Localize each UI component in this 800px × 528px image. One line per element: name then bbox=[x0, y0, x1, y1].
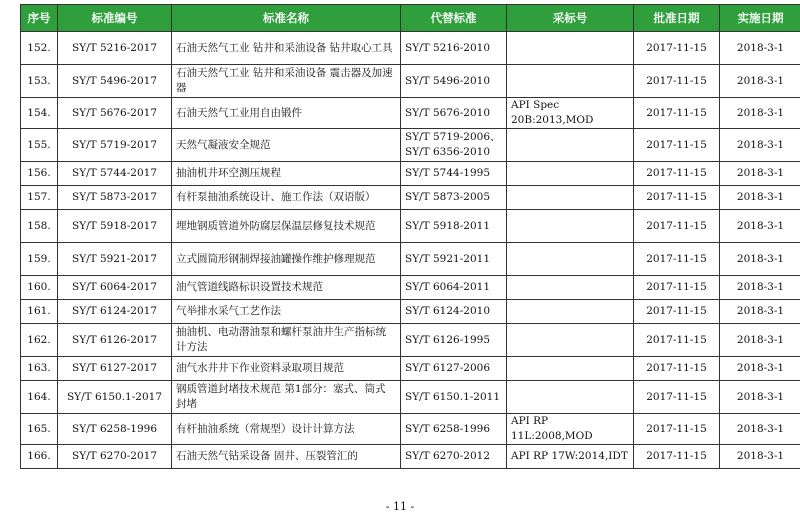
cell-effective: 2018-3-1 bbox=[720, 186, 800, 210]
cell-approval: 2017-11-15 bbox=[634, 414, 720, 445]
table-body bbox=[21, 32, 800, 469]
cell-seq: 156. bbox=[21, 162, 58, 186]
cell-std-no: SY/T 6270-2017 bbox=[58, 445, 172, 469]
cell-std-no: SY/T 5918-2017 bbox=[58, 210, 172, 243]
cell-seq: 160. bbox=[21, 276, 58, 300]
cell-approval: 2017-11-15 bbox=[634, 324, 720, 357]
cell-std-no: SY/T 5216-2017 bbox=[58, 32, 172, 65]
table-row bbox=[21, 186, 800, 210]
cell-effective: 2018-3-1 bbox=[720, 210, 800, 243]
cell-adopted bbox=[507, 357, 634, 381]
cell-adopted bbox=[507, 129, 634, 162]
cell-effective: 2018-3-1 bbox=[720, 414, 800, 445]
cell-replaces: SY/T 6127-2006 bbox=[401, 357, 507, 381]
table-row bbox=[21, 324, 800, 357]
standards-table bbox=[20, 4, 800, 469]
cell-replaces: SY/T 6064-2011 bbox=[401, 276, 507, 300]
cell-approval: 2017-11-15 bbox=[634, 162, 720, 186]
table-row bbox=[21, 65, 800, 98]
table-row bbox=[21, 210, 800, 243]
cell-replaces: SY/T 5744-1995 bbox=[401, 162, 507, 186]
cell-seq: 155. bbox=[21, 129, 58, 162]
cell-name: 钢质管道封堵技术规范 第1部分：塞式、筒式封堵 bbox=[172, 381, 401, 414]
cell-std-no: SY/T 5744-2017 bbox=[58, 162, 172, 186]
cell-name: 石油天然气工业 钻井和采油设备 震击器及加速器 bbox=[172, 65, 401, 98]
cell-std-no: SY/T 5676-2017 bbox=[58, 98, 172, 129]
table-header-row bbox=[21, 5, 800, 32]
cell-seq: 162. bbox=[21, 324, 58, 357]
cell-seq: 159. bbox=[21, 243, 58, 276]
cell-adopted bbox=[507, 276, 634, 300]
header-adopted: 采标号 bbox=[507, 5, 634, 32]
cell-adopted bbox=[507, 300, 634, 324]
cell-seq: 164. bbox=[21, 381, 58, 414]
header-replaces: 代替标准 bbox=[401, 5, 507, 32]
cell-seq: 154. bbox=[21, 98, 58, 129]
cell-name: 抽油机、电动潜油泵和螺杆泵油井生产指标统计方法 bbox=[172, 324, 401, 357]
cell-name: 有杆泵抽油系统设计、施工作法（双语版） bbox=[172, 186, 401, 210]
cell-approval: 2017-11-15 bbox=[634, 357, 720, 381]
cell-std-no: SY/T 5496-2017 bbox=[58, 65, 172, 98]
cell-replaces: SY/T 5676-2010 bbox=[401, 98, 507, 129]
cell-effective: 2018-3-1 bbox=[720, 445, 800, 469]
cell-effective: 2018-3-1 bbox=[720, 129, 800, 162]
table-row bbox=[21, 445, 800, 469]
cell-replaces: SY/T 5216-2010 bbox=[401, 32, 507, 65]
cell-approval: 2017-11-15 bbox=[634, 381, 720, 414]
cell-approval: 2017-11-15 bbox=[634, 186, 720, 210]
cell-name: 石油天然气工业 钻井和采油设备 钻井取心工具 bbox=[172, 32, 401, 65]
cell-approval: 2017-11-15 bbox=[634, 98, 720, 129]
header-seq: 序号 bbox=[21, 5, 58, 32]
cell-seq: 163. bbox=[21, 357, 58, 381]
cell-replaces: SY/T 5921-2011 bbox=[401, 243, 507, 276]
cell-effective: 2018-3-1 bbox=[720, 276, 800, 300]
cell-replaces: SY/T 6126-1995 bbox=[401, 324, 507, 357]
cell-adopted bbox=[507, 65, 634, 98]
cell-seq: 153. bbox=[21, 65, 58, 98]
cell-seq: 157. bbox=[21, 186, 58, 210]
cell-name: 抽油机井环空测压规程 bbox=[172, 162, 401, 186]
cell-effective: 2018-3-1 bbox=[720, 98, 800, 129]
cell-replaces: SY/T 6124-2010 bbox=[401, 300, 507, 324]
cell-approval: 2017-11-15 bbox=[634, 243, 720, 276]
table-row bbox=[21, 243, 800, 276]
cell-std-no: SY/T 6064-2017 bbox=[58, 276, 172, 300]
cell-replaces: SY/T 5719-2006、 SY/T 6356-2010 bbox=[401, 129, 507, 162]
cell-name: 立式圆筒形钢制焊接油罐操作维护修理规范 bbox=[172, 243, 401, 276]
cell-name: 油气管道线路标识设置技术规范 bbox=[172, 276, 401, 300]
cell-adopted bbox=[507, 186, 634, 210]
cell-name: 气举排水采气工艺作法 bbox=[172, 300, 401, 324]
cell-approval: 2017-11-15 bbox=[634, 300, 720, 324]
cell-replaces: SY/T 5873-2005 bbox=[401, 186, 507, 210]
header-name: 标准名称 bbox=[172, 5, 401, 32]
cell-std-no: SY/T 6124-2017 bbox=[58, 300, 172, 324]
cell-replaces: SY/T 6258-1996 bbox=[401, 414, 507, 445]
cell-effective: 2018-3-1 bbox=[720, 65, 800, 98]
cell-std-no: SY/T 5873-2017 bbox=[58, 186, 172, 210]
cell-effective: 2018-3-1 bbox=[720, 381, 800, 414]
table-row bbox=[21, 276, 800, 300]
table-row bbox=[21, 32, 800, 65]
cell-seq: 152. bbox=[21, 32, 58, 65]
cell-adopted bbox=[507, 162, 634, 186]
cell-effective: 2018-3-1 bbox=[720, 300, 800, 324]
cell-approval: 2017-11-15 bbox=[634, 276, 720, 300]
cell-approval: 2017-11-15 bbox=[634, 32, 720, 65]
table-row bbox=[21, 414, 800, 445]
cell-adopted bbox=[507, 32, 634, 65]
cell-effective: 2018-3-1 bbox=[720, 357, 800, 381]
header-std-no: 标准编号 bbox=[58, 5, 172, 32]
cell-replaces: SY/T 5918-2011 bbox=[401, 210, 507, 243]
cell-seq: 158. bbox=[21, 210, 58, 243]
cell-approval: 2017-11-15 bbox=[634, 210, 720, 243]
cell-std-no: SY/T 6258-1996 bbox=[58, 414, 172, 445]
header-approval: 批准日期 bbox=[634, 5, 720, 32]
cell-adopted: API RP 17W:2014,IDT bbox=[507, 445, 634, 469]
cell-replaces: SY/T 5496-2010 bbox=[401, 65, 507, 98]
cell-adopted bbox=[507, 210, 634, 243]
table-row bbox=[21, 300, 800, 324]
cell-std-no: SY/T 6150.1-2017 bbox=[58, 381, 172, 414]
cell-approval: 2017-11-15 bbox=[634, 129, 720, 162]
cell-std-no: SY/T 5719-2017 bbox=[58, 129, 172, 162]
cell-effective: 2018-3-1 bbox=[720, 243, 800, 276]
cell-effective: 2018-3-1 bbox=[720, 324, 800, 357]
cell-std-no: SY/T 5921-2017 bbox=[58, 243, 172, 276]
cell-adopted: API Spec 20B:2013,MOD bbox=[507, 98, 634, 129]
cell-effective: 2018-3-1 bbox=[720, 162, 800, 186]
table-row bbox=[21, 129, 800, 162]
cell-adopted bbox=[507, 381, 634, 414]
header-effective: 实施日期 bbox=[720, 5, 800, 32]
cell-adopted bbox=[507, 324, 634, 357]
cell-std-no: SY/T 6126-2017 bbox=[58, 324, 172, 357]
cell-seq: 161. bbox=[21, 300, 58, 324]
cell-name: 石油天然气钻采设备 固井、压裂管汇的 bbox=[172, 445, 401, 469]
cell-name: 天然气凝液安全规范 bbox=[172, 129, 401, 162]
cell-approval: 2017-11-15 bbox=[634, 445, 720, 469]
table-row bbox=[21, 162, 800, 186]
cell-effective: 2018-3-1 bbox=[720, 32, 800, 65]
cell-std-no: SY/T 6127-2017 bbox=[58, 357, 172, 381]
cell-name: 石油天然气工业用自由锻件 bbox=[172, 98, 401, 129]
cell-name: 油气水井井下作业资料录取项目规范 bbox=[172, 357, 401, 381]
cell-name: 有杆抽油系统（常规型）设计计算方法 bbox=[172, 414, 401, 445]
cell-adopted: API RP 11L:2008,MOD bbox=[507, 414, 634, 445]
cell-name: 埋地钢质管道外防腐层保温层修复技术规范 bbox=[172, 210, 401, 243]
cell-replaces: SY/T 6150.1-2011 bbox=[401, 381, 507, 414]
table-row bbox=[21, 357, 800, 381]
cell-adopted bbox=[507, 243, 634, 276]
cell-seq: 166. bbox=[21, 445, 58, 469]
table-row bbox=[21, 381, 800, 414]
cell-replaces: SY/T 6270-2012 bbox=[401, 445, 507, 469]
cell-approval: 2017-11-15 bbox=[634, 65, 720, 98]
cell-seq: 165. bbox=[21, 414, 58, 445]
page-number: - 11 - bbox=[385, 500, 415, 513]
table-row bbox=[21, 98, 800, 129]
